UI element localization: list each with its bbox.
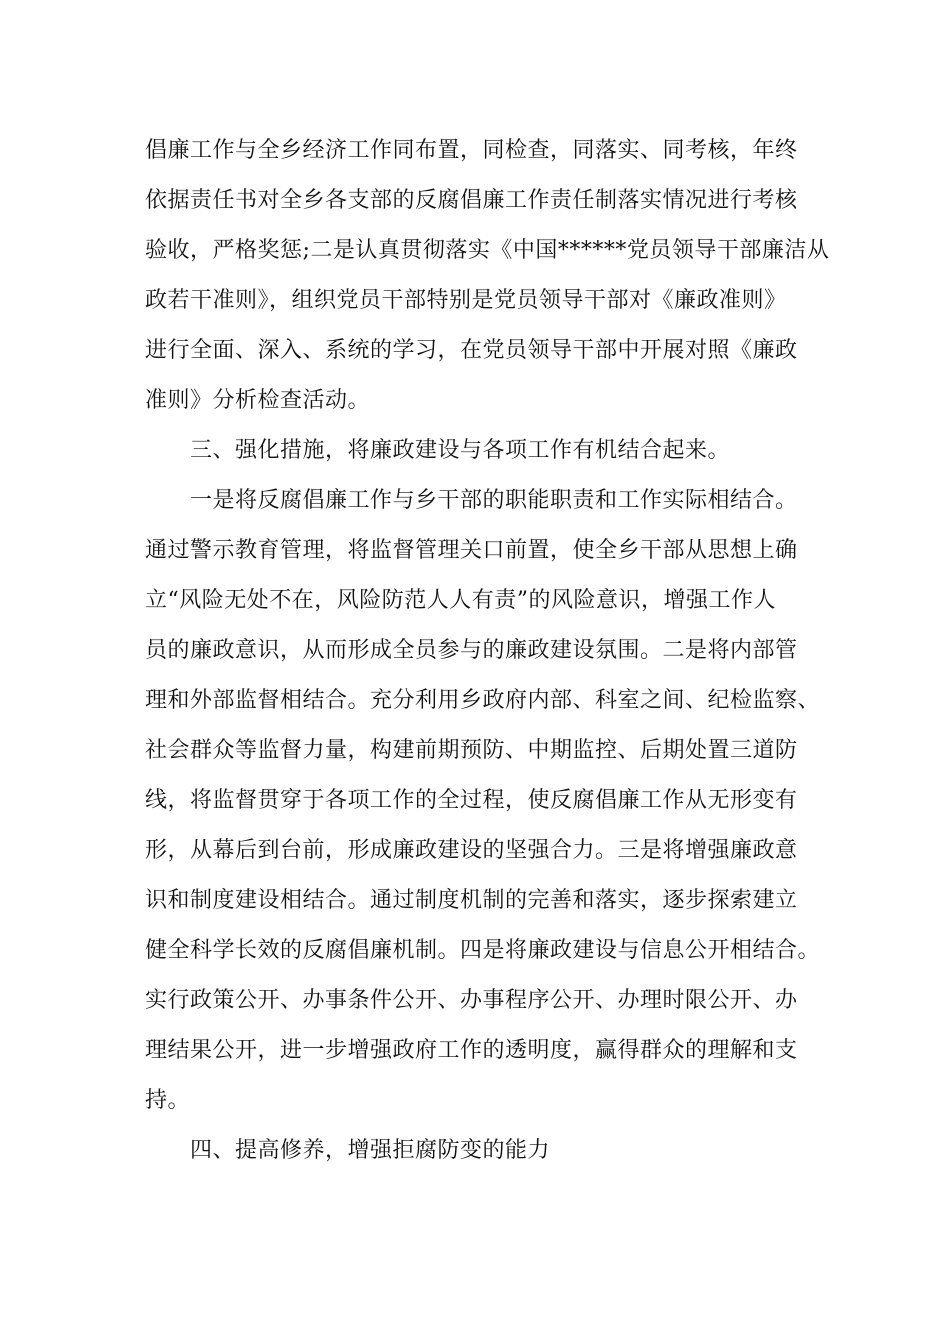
text-line-18: 实行政策公开、办事条件公开、办事程序公开、办理时限公开、办 bbox=[145, 988, 798, 1013]
text-line-9: 通过警示教育管理，将监督管理关口前置，使全乡干部从思想上确 bbox=[145, 538, 798, 563]
text-line-6: 准则》分析检查活动。 bbox=[145, 388, 371, 413]
text-line-8: 一是将反腐倡廉工作与乡干部的职能职责和工作实际相结合。 bbox=[190, 488, 798, 513]
text-line-10: 立“风险无处不在，风险防范人人有责”的风险意识，增强工作人 bbox=[145, 588, 776, 613]
text-line-19: 理结果公开，进一步增强政府工作的透明度，赢得群众的理解和支 bbox=[145, 1038, 798, 1063]
text-line-1: 倡廉工作与全乡经济工作同布置，同检查，同落实、同考核，年终 bbox=[145, 138, 798, 163]
text-line-14: 线，将监督贯穿于各项工作的全过程，使反腐倡廉工作从无形变有 bbox=[145, 788, 798, 813]
text-line-11: 员的廉政意识，从而形成全员参与的廉政建设氛围。二是将内部管 bbox=[145, 638, 798, 663]
text-line-5: 进行全面、深入、系统的学习，在党员领导干部中开展对照《廉政 bbox=[145, 338, 798, 363]
text-line-17: 健全科学长效的反腐倡廉机制。四是将廉政建设与信息公开相结合。 bbox=[145, 938, 821, 963]
section-heading-3: 三、强化措施，将廉政建设与各项工作有机结合起来。 bbox=[190, 438, 731, 463]
text-line-15: 形，从幕后到台前，形成廉政建设的坚强合力。三是将增强廉政意 bbox=[145, 838, 798, 863]
text-line-3: 验收，严格奖惩;二是认真贯彻落实《中国******党员领导干部廉洁从 bbox=[145, 238, 830, 263]
text-line-16: 识和制度建设相结合。通过制度机制的完善和落实，逐步探索建立 bbox=[145, 888, 798, 913]
section-heading-4: 四、提高修养，增强拒腐防变的能力 bbox=[190, 1138, 551, 1163]
text-line-12: 理和外部监督相结合。充分利用乡政府内部、科室之间、纪检监察、 bbox=[145, 688, 821, 713]
text-line-4: 政若干准则》，组织党员干部特别是党员领导干部对《廉政准则》 bbox=[145, 288, 787, 313]
text-line-13: 社会群众等监督力量，构建前期预防、中期监控、后期处置三道防 bbox=[145, 738, 798, 763]
text-line-2: 依据责任书对全乡各支部的反腐倡廉工作责任制落实情况进行考核 bbox=[145, 188, 798, 213]
text-line-20: 持。 bbox=[145, 1088, 191, 1113]
